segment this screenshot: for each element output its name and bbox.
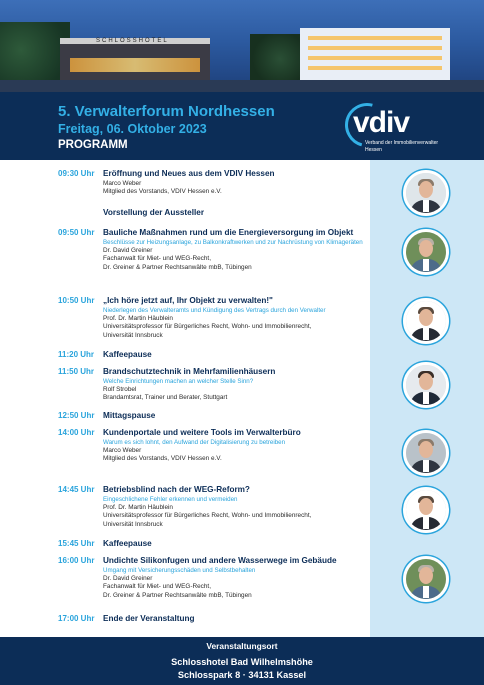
ground bbox=[0, 80, 484, 92]
item-time: 10:50 Uhr bbox=[58, 296, 95, 305]
item-time: 09:50 Uhr bbox=[58, 228, 95, 237]
venue-label: Veranstaltungsort bbox=[206, 641, 278, 651]
building-sign: SCHLOSSHOTEL bbox=[96, 38, 169, 44]
item-title: Undichte Silikonfugen und andere Wasserwege im Gebäude bbox=[103, 556, 337, 565]
speaker-photo-martin-haeublein bbox=[403, 298, 449, 344]
speaker-name: Dr. David Greiner bbox=[103, 574, 153, 582]
header-photo bbox=[0, 0, 484, 92]
item-time: 14:45 Uhr bbox=[58, 485, 95, 494]
speaker-photo-david-greiner bbox=[403, 229, 449, 275]
hotel-building bbox=[300, 28, 450, 80]
speaker-photo-david-greiner-2 bbox=[403, 556, 449, 602]
speaker-firm: Universität Innsbruck bbox=[103, 520, 163, 528]
speaker-photo-martin-haeublein-2 bbox=[403, 487, 449, 533]
speaker-photo-marco-weber bbox=[403, 170, 449, 216]
item-time: 16:00 Uhr bbox=[58, 556, 95, 565]
program-label: PROGRAMM bbox=[58, 139, 128, 151]
item-title: Kaffeepause bbox=[103, 539, 152, 548]
speaker-role: Universitätsprofessor für Bürgerliches Recht, Wohn- und Immobilienrecht, bbox=[103, 323, 312, 331]
speaker-name: Marco Weber bbox=[103, 446, 142, 454]
item-title: Ende der Veranstaltung bbox=[103, 614, 195, 623]
speaker-firm: Dr. Greiner & Partner Rechtsanwälte mbB, Tübingen bbox=[103, 263, 252, 271]
item-title: Kaffeepause bbox=[103, 350, 152, 359]
item-time: 11:20 Uhr bbox=[58, 350, 95, 359]
program-list bbox=[0, 160, 370, 637]
item-time: 11:50 Uhr bbox=[58, 367, 95, 376]
item-subtitle: Welche Einrichtungen machen an welcher Stelle Sinn? bbox=[103, 377, 254, 385]
item-title: Bauliche Maßnahmen rund um die Energieversorgung im Objekt bbox=[103, 228, 354, 237]
speaker-firm: Dr. Greiner & Partner Rechtsanwälte mbB, Tübingen bbox=[103, 591, 252, 599]
item-title: „Ich höre jetzt auf, Ihr Objekt zu verwalten!" bbox=[103, 296, 273, 305]
speaker-firm: Universität Innsbruck bbox=[103, 331, 163, 339]
item-subtitle: Warum es sich lohnt, den Aufwand der Digitalisierung zu betreiben bbox=[103, 438, 286, 446]
venue-name: Schlosshotel Bad Wilhelmshöhe bbox=[171, 657, 313, 667]
logo-subtitle: Verband der Immobilienverwalter bbox=[365, 140, 439, 146]
speaker-photo-rolf-strobel bbox=[403, 362, 449, 408]
speaker-name: Marco Weber bbox=[103, 179, 142, 187]
item-subtitle: Beschlüsse zur Heizungsanlage, zu Balkonkraftwerken und zur Nachrüstung von Klimageräten bbox=[103, 238, 363, 246]
speaker-role: Mitglied des Vorstands, VDIV Hessen e.V. bbox=[103, 188, 222, 196]
item-title: Eröffnung und Neues aus dem VDIV Hessen bbox=[103, 169, 275, 178]
speaker-name: Prof. Dr. Martin Häublein bbox=[103, 314, 173, 322]
speaker-name: Dr. David Greiner bbox=[103, 246, 153, 254]
item-title: Vorstellung der Aussteller bbox=[103, 208, 205, 217]
speaker-role: Brandamtsrat, Trainer und Berater, Stuttgart bbox=[103, 394, 228, 402]
venue-address: Schlosspark 8 · 34131 Kassel bbox=[177, 670, 307, 680]
item-subtitle: Eingeschlichene Fehler erkennen und vermeiden bbox=[103, 495, 238, 503]
item-time: 14:00 Uhr bbox=[58, 428, 95, 437]
item-time: 15:45 Uhr bbox=[58, 539, 95, 548]
speaker-role: Universitätsprofessor für Bürgerliches Recht, Wohn- und Immobilienrecht, bbox=[103, 512, 312, 520]
venue-footer bbox=[0, 637, 484, 685]
logo-word: vdiv bbox=[353, 106, 410, 139]
speaker-role: Fachanwalt für Miet- und WEG-Recht, bbox=[103, 583, 211, 591]
logo-region: Hessen bbox=[365, 147, 382, 153]
speaker-name: Rolf Strobel bbox=[103, 385, 137, 393]
speaker-name: Prof. Dr. Martin Häublein bbox=[103, 503, 173, 511]
item-time: 09:30 Uhr bbox=[58, 169, 95, 178]
item-subtitle: Niederlegen des Verwalteramts und Kündigung des Vertrags durch den Verwalter bbox=[103, 306, 326, 314]
item-subtitle: Umgang mit Versicherungsschäden und Selbstbehalten bbox=[103, 566, 256, 574]
speaker-role: Mitglied des Vorstands, VDIV Hessen e.V. bbox=[103, 455, 222, 463]
item-title: Brandschutztechnik in Mehrfamilienhäusern bbox=[103, 367, 276, 376]
page-title: 5. Verwalterforum Nordhessen bbox=[58, 103, 275, 120]
entrance-lights bbox=[70, 58, 200, 72]
item-title: Mittagspause bbox=[103, 411, 156, 420]
item-title: Kundenportale und weitere Tools im Verwalterbüro bbox=[103, 428, 301, 437]
item-title: Betriebsblind nach der WEG-Reform? bbox=[103, 485, 250, 494]
item-time: 17:00 Uhr bbox=[58, 614, 95, 623]
vdiv-logo bbox=[345, 100, 445, 160]
item-time: 12:50 Uhr bbox=[58, 411, 95, 420]
speaker-photo-marco-weber-2 bbox=[403, 430, 449, 476]
speaker-role: Fachanwalt für Miet- und WEG-Recht, bbox=[103, 255, 211, 263]
event-date: Freitag, 06. Oktober 2023 bbox=[58, 122, 207, 136]
